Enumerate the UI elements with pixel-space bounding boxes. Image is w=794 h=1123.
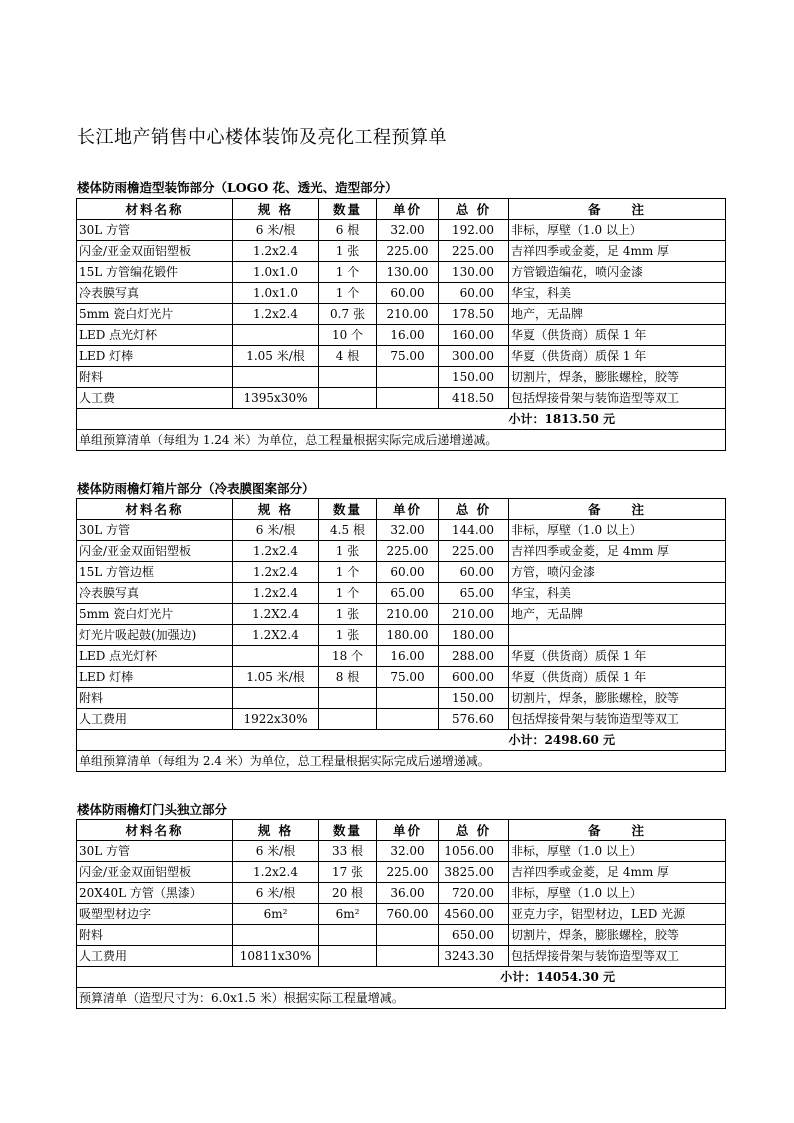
cell-total-price: 210.00: [439, 604, 509, 625]
header-quantity: 数量: [319, 199, 377, 220]
cell-material-name: 附料: [77, 925, 233, 946]
cell-total-price: 4560.00: [439, 904, 509, 925]
cell-total-price: 178.50: [439, 304, 509, 325]
cell-material-name: 15L 方管编花锻件: [77, 262, 233, 283]
cell-unit-price: 75.00: [377, 667, 439, 688]
cell-spec: 1.0x1.0: [233, 262, 319, 283]
header-quantity: 数量: [319, 820, 377, 841]
table-row: [77, 583, 726, 604]
cell-total-price: 300.00: [439, 346, 509, 367]
cell-material-name: 人工费用: [77, 946, 233, 967]
cell-material-name: 30L 方管: [77, 220, 233, 241]
note-row: [77, 988, 726, 1009]
table-row: [77, 520, 726, 541]
table-row: [77, 220, 726, 241]
cell-material-name: 附料: [77, 688, 233, 709]
cell-unit-price: 130.00: [377, 262, 439, 283]
table-row: [77, 562, 726, 583]
cell-quantity: 1 个: [319, 262, 377, 283]
cell-material-name: LED 点光灯杯: [77, 325, 233, 346]
cell-quantity: [319, 388, 377, 409]
header-spec: 规 格: [233, 820, 319, 841]
table-row: [77, 388, 726, 409]
cell-material-name: 闪金/亚金双面铝塑板: [77, 541, 233, 562]
cell-material-name: 冷表膜写真: [77, 283, 233, 304]
cell-unit-price: 210.00: [377, 604, 439, 625]
cell-unit-price: [377, 367, 439, 388]
table-row: [77, 625, 726, 646]
cell-quantity: [319, 925, 377, 946]
cell-total-price: 650.00: [439, 925, 509, 946]
cell-total-price: 65.00: [439, 583, 509, 604]
cell-total-price: 60.00: [439, 562, 509, 583]
cell-material-name: 5mm 瓷白灯光片: [77, 604, 233, 625]
table-row: [77, 883, 726, 904]
cell-unit-price: 16.00: [377, 646, 439, 667]
section-2-heading: 楼体防雨檐灯箱片部分（冷表膜图案部分）: [77, 481, 315, 496]
cell-remark: 切割片，焊条，膨胀螺栓，胶等: [509, 925, 726, 946]
cell-spec: 1.2X2.4: [233, 604, 319, 625]
cell-total-price: 3243.30: [439, 946, 509, 967]
cell-material-name: LED 点光灯杯: [77, 646, 233, 667]
cell-remark: 华夏（供货商）质保 1 年: [509, 667, 726, 688]
cell-material-name: LED 灯棒: [77, 667, 233, 688]
cell-total-price: 150.00: [439, 688, 509, 709]
table-row: [77, 604, 726, 625]
cell-spec: 6m²: [233, 904, 319, 925]
cell-unit-price: 225.00: [377, 541, 439, 562]
cell-material-name: 15L 方管边框: [77, 562, 233, 583]
header-unit-price: 单价: [377, 499, 439, 520]
subtotal-row: [77, 730, 726, 751]
table-row: [77, 946, 726, 967]
cell-spec: 6 米/根: [233, 220, 319, 241]
cell-unit-price: 16.00: [377, 325, 439, 346]
table-row: [77, 541, 726, 562]
cell-quantity: 1 个: [319, 562, 377, 583]
cell-remark: 地产，无品牌: [509, 604, 726, 625]
header-material-name: 材料名称: [77, 199, 233, 220]
cell-spec: 6 米/根: [233, 841, 319, 862]
table-row: [77, 346, 726, 367]
cell-total-price: 144.00: [439, 520, 509, 541]
section-1-heading: 楼体防雨檐造型装饰部分（LOGO 花、透光、造型部分）: [77, 180, 398, 195]
cell-spec: 1.05 米/根: [233, 346, 319, 367]
cell-spec: 1.05 米/根: [233, 667, 319, 688]
cell-spec: 1.2X2.4: [233, 625, 319, 646]
cell-quantity: 1 个: [319, 283, 377, 304]
section-1-table: [76, 198, 726, 451]
cell-quantity: [319, 367, 377, 388]
table-row: [77, 925, 726, 946]
table-row: [77, 325, 726, 346]
cell-remark: 非标，厚壁（1.0 以上）: [509, 841, 726, 862]
cell-remark: 吉祥四季或金菱，足 4mm 厚: [509, 541, 726, 562]
cell-total-price: 225.00: [439, 541, 509, 562]
subtotal-row: [77, 409, 726, 430]
cell-spec: 1.2x2.4: [233, 541, 319, 562]
cell-unit-price: 225.00: [377, 241, 439, 262]
cell-spec: 1395x30%: [233, 388, 319, 409]
header-remark: 备 注: [509, 820, 726, 841]
cell-spec: 1.2x2.4: [233, 241, 319, 262]
cell-material-name: 5mm 瓷白灯光片: [77, 304, 233, 325]
cell-unit-price: 760.00: [377, 904, 439, 925]
cell-total-price: 576.60: [439, 709, 509, 730]
table-row: [77, 841, 726, 862]
cell-total-price: 418.50: [439, 388, 509, 409]
table-row: [77, 709, 726, 730]
cell-material-name: 人工费: [77, 388, 233, 409]
cell-total-price: 3825.00: [439, 862, 509, 883]
table-row: [77, 667, 726, 688]
table-row: [77, 646, 726, 667]
subtotal: 小计：1813.50 元: [77, 409, 726, 430]
cell-remark: 切割片，焊条，膨胀螺栓，胶等: [509, 688, 726, 709]
cell-unit-price: 32.00: [377, 220, 439, 241]
header-remark: 备 注: [509, 499, 726, 520]
header-unit-price: 单价: [377, 820, 439, 841]
cell-total-price: 1056.00: [439, 841, 509, 862]
section-2-table: [76, 498, 726, 772]
cell-remark: 华夏（供货商）质保 1 年: [509, 346, 726, 367]
cell-spec: 6 米/根: [233, 520, 319, 541]
cell-unit-price: 225.00: [377, 862, 439, 883]
cell-remark: 包括焊接骨架与装饰造型等双工: [509, 946, 726, 967]
cell-material-name: 闪金/亚金双面铝塑板: [77, 862, 233, 883]
cell-total-price: 150.00: [439, 367, 509, 388]
cell-quantity: 18 个: [319, 646, 377, 667]
cell-unit-price: 75.00: [377, 346, 439, 367]
cell-unit-price: 36.00: [377, 883, 439, 904]
header-material-name: 材料名称: [77, 820, 233, 841]
cell-remark: 亚克力字，铝型材边，LED 光源: [509, 904, 726, 925]
cell-quantity: 1 个: [319, 583, 377, 604]
cell-quantity: 17 张: [319, 862, 377, 883]
cell-remark: [509, 625, 726, 646]
cell-remark: 华宝，科美: [509, 583, 726, 604]
cell-total-price: 288.00: [439, 646, 509, 667]
table-note: 单组预算清单（每组为 1.24 米）为单位，总工程量根据实际完成后递增递减。: [77, 430, 726, 451]
header-quantity: 数量: [319, 499, 377, 520]
cell-spec: 1.2x2.4: [233, 562, 319, 583]
cell-quantity: 6m²: [319, 904, 377, 925]
cell-unit-price: 180.00: [377, 625, 439, 646]
cell-remark: 方管，喷闪金漆: [509, 562, 726, 583]
cell-material-name: 30L 方管: [77, 520, 233, 541]
cell-quantity: 33 根: [319, 841, 377, 862]
cell-quantity: 20 根: [319, 883, 377, 904]
cell-spec: [233, 646, 319, 667]
table-header-row: [77, 820, 726, 841]
cell-spec: [233, 325, 319, 346]
table-header-row: [77, 199, 726, 220]
cell-spec: 10811x30%: [233, 946, 319, 967]
cell-spec: 6 米/根: [233, 883, 319, 904]
cell-remark: 非标，厚壁（1.0 以上）: [509, 883, 726, 904]
cell-unit-price: [377, 925, 439, 946]
note-row: [77, 751, 726, 772]
subtotal: 小计：2498.60 元: [77, 730, 726, 751]
table-header-row: [77, 499, 726, 520]
cell-spec: 1922x30%: [233, 709, 319, 730]
cell-unit-price: 32.00: [377, 841, 439, 862]
cell-quantity: 10 个: [319, 325, 377, 346]
cell-unit-price: [377, 946, 439, 967]
cell-material-name: 闪金/亚金双面铝塑板: [77, 241, 233, 262]
subtotal-row: [77, 967, 726, 988]
cell-quantity: 4 根: [319, 346, 377, 367]
header-total-price: 总 价: [439, 820, 509, 841]
cell-quantity: [319, 946, 377, 967]
header-spec: 规 格: [233, 499, 319, 520]
cell-unit-price: [377, 709, 439, 730]
cell-remark: 地产，无品牌: [509, 304, 726, 325]
cell-material-name: 灯光片吸起鼓(加强边): [77, 625, 233, 646]
cell-remark: 华宝，科美: [509, 283, 726, 304]
table-row: [77, 283, 726, 304]
cell-unit-price: 210.00: [377, 304, 439, 325]
cell-spec: 1.0x1.0: [233, 283, 319, 304]
table-row: [77, 367, 726, 388]
cell-unit-price: 60.00: [377, 562, 439, 583]
cell-material-name: 20X40L 方管（黑漆）: [77, 883, 233, 904]
cell-remark: 非标，厚壁（1.0 以上）: [509, 520, 726, 541]
cell-remark: 吉祥四季或金菱，足 4mm 厚: [509, 862, 726, 883]
table-row: [77, 241, 726, 262]
cell-material-name: 30L 方管: [77, 841, 233, 862]
cell-remark: 方管锻造编花，喷闪金漆: [509, 262, 726, 283]
cell-unit-price: 60.00: [377, 283, 439, 304]
page-title: 长江地产销售中心楼体装饰及亮化工程预算单: [77, 127, 447, 148]
cell-material-name: 人工费用: [77, 709, 233, 730]
cell-total-price: 60.00: [439, 283, 509, 304]
cell-remark: 非标，厚壁（1.0 以上）: [509, 220, 726, 241]
table-row: [77, 688, 726, 709]
note-row: [77, 430, 726, 451]
cell-spec: 1.2x2.4: [233, 862, 319, 883]
cell-quantity: [319, 709, 377, 730]
cell-quantity: 1 张: [319, 604, 377, 625]
header-unit-price: 单价: [377, 199, 439, 220]
cell-quantity: 8 根: [319, 667, 377, 688]
header-remark: 备 注: [509, 199, 726, 220]
cell-material-name: 冷表膜写真: [77, 583, 233, 604]
cell-quantity: 0.7 张: [319, 304, 377, 325]
cell-remark: 切割片，焊条，膨胀螺栓，胶等: [509, 367, 726, 388]
cell-material-name: 吸塑型材边字: [77, 904, 233, 925]
table-row: [77, 862, 726, 883]
cell-remark: 包括焊接骨架与装饰造型等双工: [509, 709, 726, 730]
header-total-price: 总 价: [439, 199, 509, 220]
section-3-heading: 楼体防雨檐灯门头独立部分: [77, 802, 228, 817]
cell-unit-price: [377, 388, 439, 409]
cell-remark: 吉祥四季或金菱，足 4mm 厚: [509, 241, 726, 262]
cell-total-price: 160.00: [439, 325, 509, 346]
cell-spec: 1.2x2.4: [233, 304, 319, 325]
cell-quantity: 1 张: [319, 625, 377, 646]
table-row: [77, 904, 726, 925]
cell-unit-price: 65.00: [377, 583, 439, 604]
cell-quantity: 6 根: [319, 220, 377, 241]
cell-total-price: 600.00: [439, 667, 509, 688]
subtotal: 小计：14054.30 元: [77, 967, 726, 988]
header-material-name: 材料名称: [77, 499, 233, 520]
cell-material-name: 附料: [77, 367, 233, 388]
cell-total-price: 130.00: [439, 262, 509, 283]
table-row: [77, 304, 726, 325]
cell-unit-price: [377, 688, 439, 709]
header-spec: 规 格: [233, 199, 319, 220]
table-row: [77, 262, 726, 283]
cell-quantity: 1 张: [319, 241, 377, 262]
cell-quantity: 1 张: [319, 541, 377, 562]
cell-spec: [233, 367, 319, 388]
cell-remark: 华夏（供货商）质保 1 年: [509, 325, 726, 346]
cell-spec: [233, 688, 319, 709]
table-note: 预算清单（造型尺寸为：6.0x1.5 米）根据实际工程量增减。: [77, 988, 726, 1009]
cell-quantity: [319, 688, 377, 709]
cell-spec: [233, 925, 319, 946]
cell-remark: 华夏（供货商）质保 1 年: [509, 646, 726, 667]
table-note: 单组预算清单（每组为 2.4 米）为单位，总工程量根据实际完成后递增递减。: [77, 751, 726, 772]
header-total-price: 总 价: [439, 499, 509, 520]
cell-total-price: 225.00: [439, 241, 509, 262]
section-3-table: [76, 819, 726, 1009]
cell-remark: 包括焊接骨架与装饰造型等双工: [509, 388, 726, 409]
cell-quantity: 4.5 根: [319, 520, 377, 541]
cell-total-price: 192.00: [439, 220, 509, 241]
cell-total-price: 720.00: [439, 883, 509, 904]
cell-spec: 1.2x2.4: [233, 583, 319, 604]
cell-material-name: LED 灯棒: [77, 346, 233, 367]
cell-unit-price: 32.00: [377, 520, 439, 541]
cell-total-price: 180.00: [439, 625, 509, 646]
